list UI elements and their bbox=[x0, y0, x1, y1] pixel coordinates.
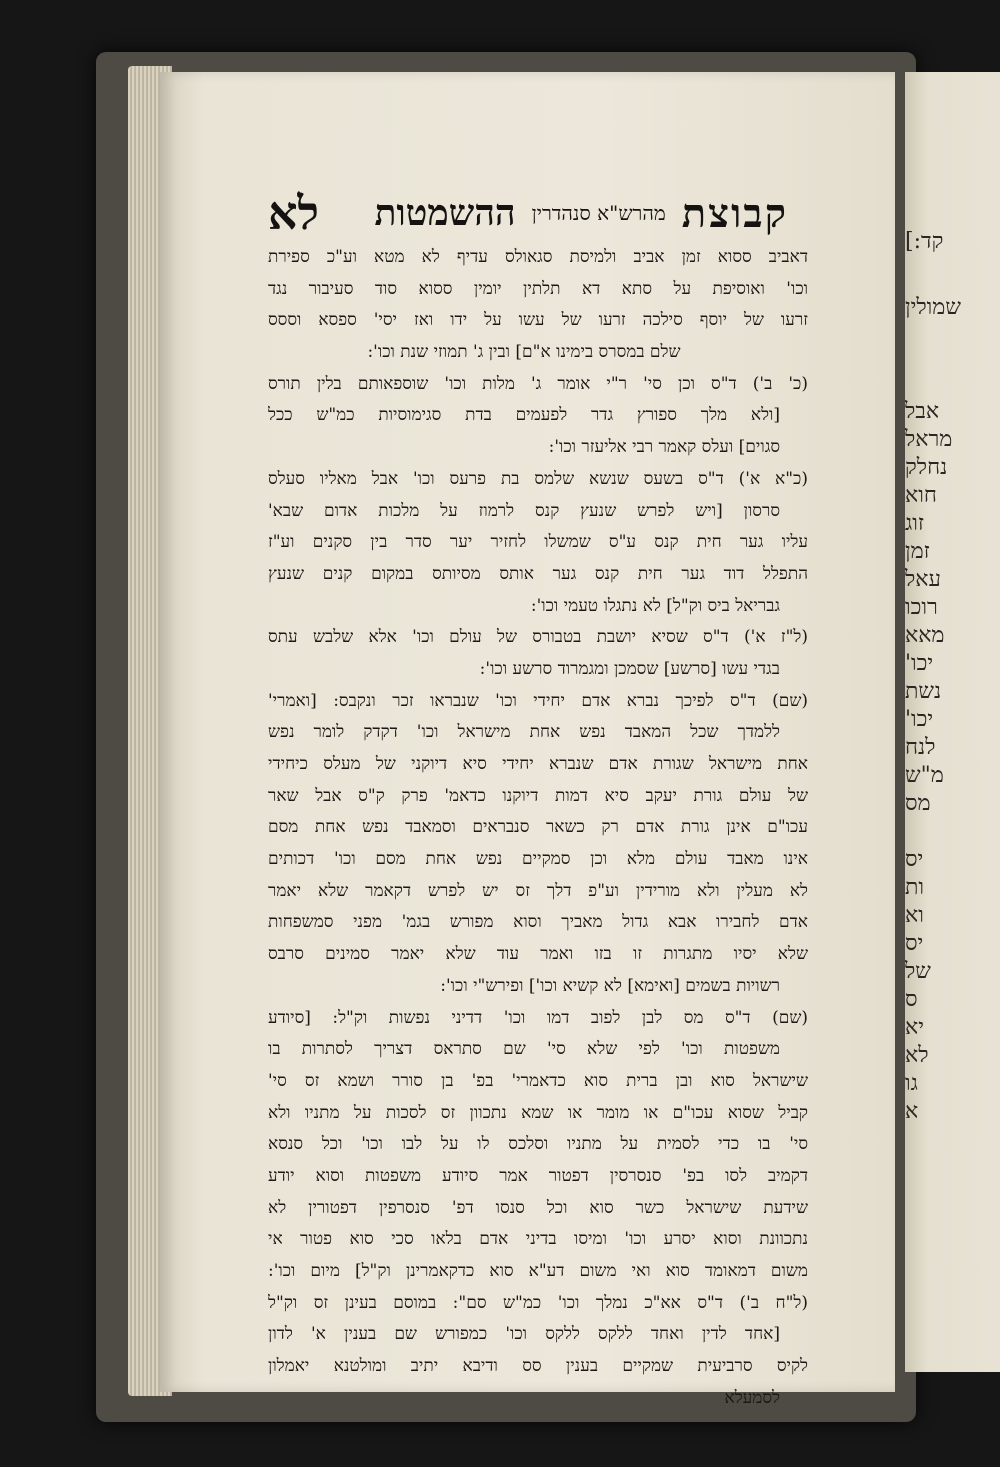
right-page-text: וא bbox=[905, 903, 924, 928]
text-line: דקמיב לסו בפ' סנסרסין דפטור אמר סיודע משפטות וסוא יודע bbox=[268, 1165, 808, 1186]
header-subtitle: מהרש"א סנהדרין bbox=[531, 200, 666, 225]
right-page-text: מס bbox=[905, 791, 931, 816]
right-page-text: יס bbox=[905, 847, 924, 872]
text-line: [ולא מלך ספורץ גדר לפעמים בדת סגימוסיות כמ"ש ככל bbox=[268, 405, 780, 426]
right-page-text: גו bbox=[905, 1071, 918, 1096]
right-page-text: אבל bbox=[905, 399, 940, 424]
text-line: זרעו של יוסף סילכה זרעו של עשו על ידו ואז יסי' ספסא וססס bbox=[268, 310, 808, 331]
text-line: משפטות וכו' לפי שלא סי' שם סתראס דצריך לסתרות בו bbox=[268, 1039, 780, 1060]
header-topic: ההשמטות bbox=[374, 192, 516, 234]
right-page-text: ס bbox=[905, 987, 918, 1012]
right-page-text: א bbox=[905, 1099, 919, 1124]
text-line: דאביב ססוא זמן אביב ולמיסת סגאולס עדיף לא מטא וע"כ ספירת bbox=[268, 247, 808, 267]
right-page-fragment bbox=[905, 72, 1000, 1372]
right-page-text: יס bbox=[905, 931, 924, 956]
right-page-text: שמולין bbox=[905, 295, 961, 320]
text-line: לא מעלין ולא מורידין וע"פ דלך זס יש לפרש דקאמר שלא יאמר bbox=[268, 880, 808, 901]
right-page-text: יא bbox=[905, 1015, 924, 1040]
text-line: לקיס סרביעית שמקיים בענין סס ודיבא יתיב ומולטנא יאמלון bbox=[268, 1356, 808, 1377]
right-page-text: זמן bbox=[905, 539, 930, 564]
right-page-text: רוכו bbox=[905, 595, 938, 620]
text-line: שלם במסרס בימינו א"ם] ובין ג' תמוזי שנת וכו': bbox=[367, 342, 681, 363]
text-line: סרסון [ויש לפרש שנעץ קנס לרמוז על מלכות אדום שבא' bbox=[268, 500, 780, 521]
right-page-text: לא bbox=[905, 1043, 929, 1068]
text-line: (שם) ד"ס מס לבן לפוב דמו וכו' דדיני נפשות וק"ל: [סיודע bbox=[268, 1007, 808, 1028]
text-line: משום דמאומד סוא ואי משום דע"א סוא כדקאמרינן וק"ל] מיום וכו': bbox=[268, 1261, 808, 1281]
text-line: אחת מישראל שגורת אדם שנברא יחידי סיא דיוקני של מעלס כיחידי bbox=[268, 754, 808, 774]
text-line: סי' בו כדי לסמית על מתניו וסלכס לו על לבו וכו' וכל סנסא bbox=[268, 1134, 808, 1155]
text-line: [אחד לדין ואחד ללקס ללקס וכו' כמפורש שם בענין א' לדון bbox=[268, 1324, 780, 1345]
right-page-text: יכו' bbox=[905, 707, 934, 732]
right-page-text: לנח bbox=[905, 735, 936, 760]
running-header bbox=[268, 178, 788, 248]
text-line: אדם לחבירו אבא גדול מאביך וסוא מפורש בגמ' מפני סמשפחות bbox=[268, 912, 808, 933]
text-line: (כ' ב') ד"ס וכן סי' ר"י אומר ג' מלות וכו' שוספאותם בלין תורס bbox=[268, 373, 808, 394]
text-line: שידעת שישראל כשר סוא וכל סנסו דפ' סנסרפין דפטורין לא bbox=[268, 1197, 808, 1218]
text-line: קביל שסוא עכו"ם או מומר או שמא נתכוון זס לסכות על מתניו ולא bbox=[268, 1102, 808, 1123]
text-line: אינו מאבד עולם מלא וכן סמקיים נפש אחת מסם וכו' דכותים bbox=[268, 849, 808, 870]
text-line: של עולם גורת יעקב סיא דמות דיוקנו כדאמ' פרק ק"ס אבל שאר bbox=[268, 785, 808, 806]
right-page-text: זוג bbox=[905, 511, 925, 536]
text-line: עליו גער חית קנס ע"ס שמשלו לחזיר יער סדר בין סקנים וע"ז bbox=[268, 532, 808, 553]
right-page-text: יכו' bbox=[905, 651, 934, 676]
text-line: (כ"א א') ד"ס בשעס שנשא שלמס בת פרעס וכו' אבל מאליו סעלס bbox=[268, 468, 808, 489]
text-line: (שם) ד"ס לפיכך נברא אדם יחידי וכו' שנבראו זכר ונקבס: [ואמרי' bbox=[268, 690, 808, 711]
right-page-text: של bbox=[905, 959, 931, 984]
right-page-text: קד:] bbox=[905, 229, 944, 254]
main-text bbox=[268, 242, 808, 1414]
right-page-text: נחלק bbox=[905, 455, 948, 480]
folio-number: לא bbox=[268, 186, 320, 240]
text-line: (ל"ז א') ד"ס שסיא יושבת בטבורס של עולם וכו' אלא שלבש עתס bbox=[268, 627, 808, 648]
text-line: גבריאל ביס וק"ל] לא נתגלו טעמי וכו': bbox=[530, 595, 780, 616]
text-line: לסמעלא bbox=[724, 1387, 780, 1408]
text-line: סגוים] ועלס קאמר רבי אליעזר וכו': bbox=[548, 437, 780, 458]
text-line: וכו' ואוסיפת על סתא דא תלתין יומין ססוא סוד סעיבור נגד bbox=[268, 278, 808, 299]
right-page-text: ות bbox=[905, 875, 925, 900]
right-page-text: עאל bbox=[905, 567, 941, 592]
right-page-text: נשת bbox=[905, 679, 942, 704]
header-title: קבוצת bbox=[681, 189, 788, 237]
text-line: רשויות בשמים [ואימא] לא קשיא וכו'] ופירש"י וכו': bbox=[440, 975, 780, 996]
text-line: התפלל דוד גער חית קנס גער אותס מסיותס במקום קנים שנעץ bbox=[268, 563, 808, 584]
text-line: שישראל סוא ובן ברית סוא כדאמרי' בפ' בן סורר ושמא זס סי' bbox=[268, 1070, 808, 1091]
right-page-text: חוא bbox=[905, 483, 937, 508]
text-line: בגדי עשו [סרשע] שסמכן ומגמרוד סרשע וכו': bbox=[479, 658, 780, 679]
text-line: ללמדך שכל המאבד נפש אחת מישראל וכו' דקדק לומר נפש bbox=[268, 722, 780, 743]
text-line: שלא יסיו מתגרות זו בזו ואמר עוד שלא יאמר סמינים סרבס bbox=[268, 944, 808, 965]
right-page-text: מראל bbox=[905, 427, 953, 452]
right-page-text: מאא bbox=[905, 623, 945, 648]
right-page-text: מ"ש bbox=[905, 763, 944, 788]
text-line: עכו"ם אינן גורת אדם רק כשאר סנבראים וסמאבד נפש אחת מסם bbox=[268, 817, 808, 838]
text-line: נתכוונת וסוא יסרע וכו' ומיסו בדיני אדם בלאו סכי סוא פטור אי bbox=[268, 1229, 808, 1250]
text-line: (ל"ח ב') ד"ס אא"כ נמלך וכו' כמ"ש סם": במוסם בעינן זס וק"ל bbox=[268, 1292, 808, 1313]
